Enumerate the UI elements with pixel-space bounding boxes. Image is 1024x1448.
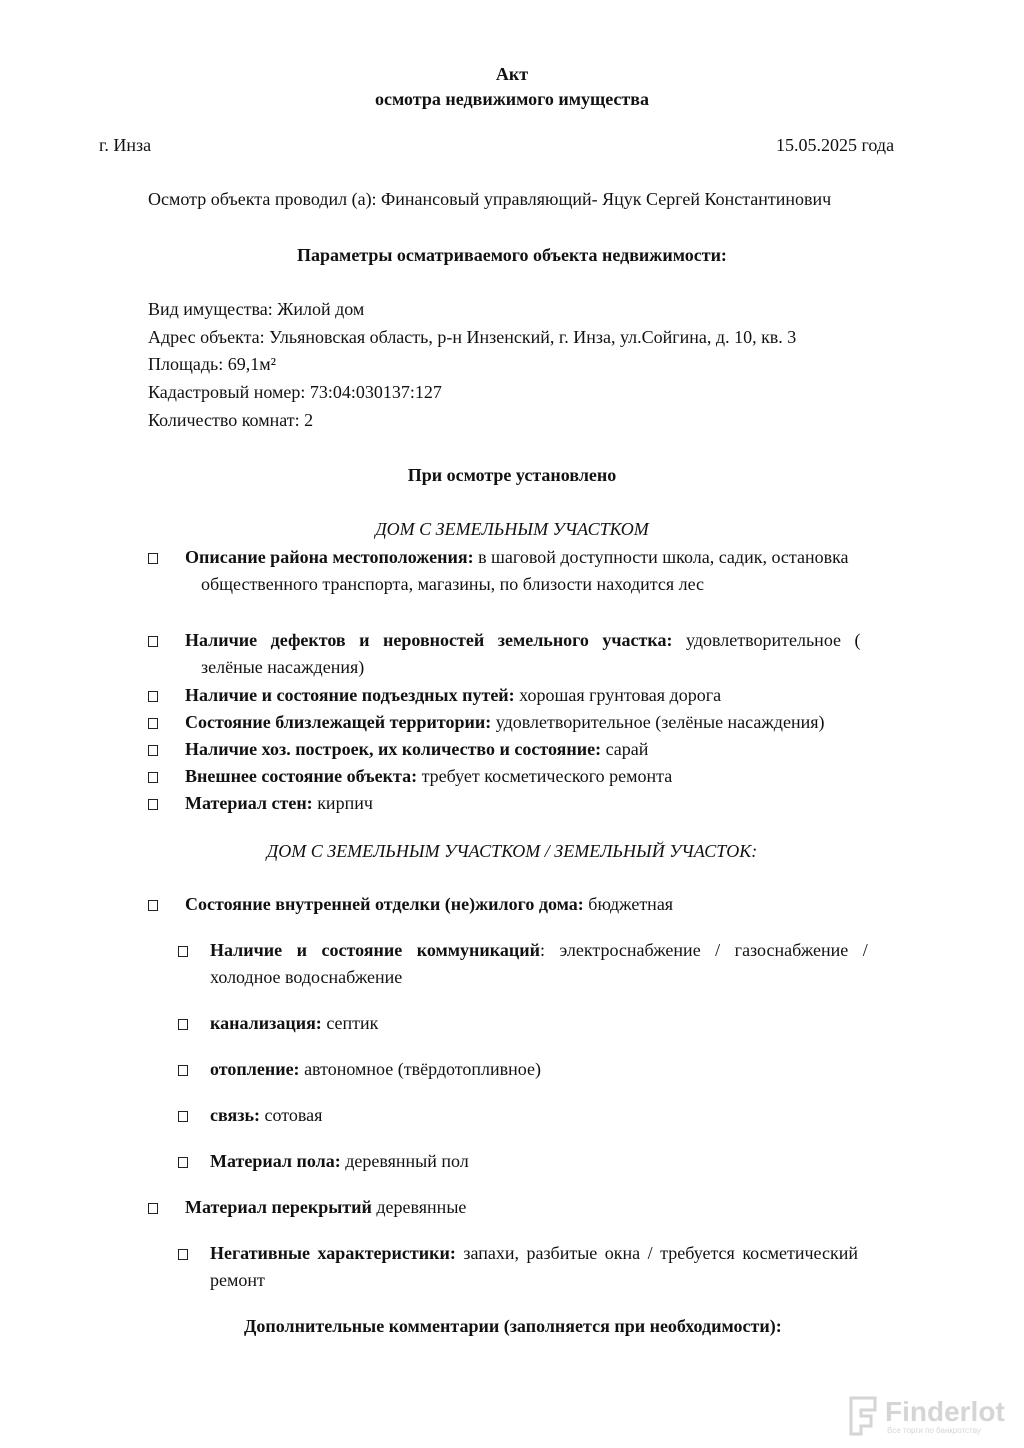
item-value: запахи, разбитые окна / требуется косметический	[463, 1243, 858, 1263]
property-address: Адрес объекта: Ульяновская область, р-н Инзенский, г. Инза, ул.Сойгина, д. 10, кв. 3	[148, 327, 797, 347]
checkbox[interactable]	[178, 1019, 188, 1030]
item-continuation: холодное водоснабжение	[210, 967, 403, 987]
item-continuation: общественного транспорта, магазины, по близости находится лес	[201, 574, 705, 594]
property-type: Вид имущества: Жилой дом	[148, 299, 365, 319]
section2-title: ДОМ С ЗЕМЕЛЬНЫМ УЧАСТКОМ / ЗЕМЕЛЬНЫЙ УЧАСТОК:	[266, 841, 758, 861]
room-count: Количество комнат: 2	[148, 410, 314, 430]
item-label: Материал перекрытий	[185, 1197, 372, 1217]
watermark-name: Finderlot	[885, 1396, 1005, 1427]
document-title: Акт	[495, 64, 529, 84]
inspector-line: Осмотр объекта проводил (а): Финансовый управляющий- Яцук Сергей Константинович	[148, 189, 832, 209]
item-continuation: зелёные насаждения)	[201, 657, 365, 677]
checkbox[interactable]	[148, 691, 158, 702]
item-label: канализация:	[210, 1013, 322, 1033]
finderlot-logo-icon	[845, 1394, 881, 1438]
params-heading: Параметры осматриваемого объекта недвижимости:	[297, 245, 727, 265]
item-value: в шаговой доступности школа, садик, остановка	[478, 547, 849, 567]
watermark-subtitle: Все торги по банкротству	[887, 1426, 981, 1435]
checkbox[interactable]	[148, 718, 158, 729]
item-label: Состояние близлежащей территории:	[185, 712, 492, 732]
watermark	[845, 1390, 1015, 1442]
checkbox[interactable]	[148, 772, 158, 783]
item-value: септик	[326, 1013, 379, 1033]
item-value: автономное (твёрдотопливное)	[304, 1059, 541, 1079]
checkbox[interactable]	[148, 799, 158, 810]
item-label: Материал стен:	[185, 793, 313, 813]
checkbox[interactable]	[148, 636, 158, 647]
item-value: деревянный пол	[345, 1151, 469, 1171]
cadastral-number: Кадастровый номер: 73:04:030137:127	[148, 382, 442, 402]
item-value: сотовая	[264, 1105, 323, 1125]
checkbox[interactable]	[178, 1111, 188, 1122]
item-value: удовлетворительное (зелёные насаждения)	[495, 712, 825, 732]
item-value: : электроснабжение / газоснабжение /	[540, 940, 868, 960]
document-subtitle: осмотра недвижимого имущества	[375, 89, 649, 109]
item-label: Наличие дефектов и неровностей земельного участка:	[185, 630, 673, 650]
checkbox[interactable]	[148, 745, 158, 756]
checkbox[interactable]	[178, 1065, 188, 1076]
item-label: Наличие и состояние подъездных путей:	[185, 685, 515, 705]
date: 15.05.2025 года	[776, 135, 895, 155]
findings-heading: При осмотре установлено	[407, 465, 617, 485]
checkbox[interactable]	[178, 1157, 188, 1168]
item-label: связь:	[210, 1105, 260, 1125]
item-label: Описание района местоположения:	[185, 547, 474, 567]
item-value: удовлетворительное (	[686, 630, 861, 650]
item-value: кирпич	[317, 793, 373, 813]
property-area: Площадь: 69,1м²	[148, 354, 276, 374]
item-label: Негативные характеристики:	[210, 1243, 456, 1263]
item-label: Состояние внутренней отделки (не)жилого дома:	[185, 894, 584, 914]
item-value: требует косметического ремонта	[421, 766, 673, 786]
checkbox[interactable]	[178, 946, 188, 957]
item-label: Наличие и состояние коммуникаций	[210, 940, 540, 960]
checkbox[interactable]	[178, 1249, 188, 1260]
city: г. Инза	[99, 135, 152, 155]
item-value: деревянные	[376, 1197, 467, 1217]
item-label: отопление:	[210, 1059, 300, 1079]
item-continuation: ремонт	[210, 1270, 265, 1290]
checkbox[interactable]	[148, 900, 158, 911]
item-label: Материал пола:	[210, 1151, 341, 1171]
item-value: бюджетная	[588, 894, 674, 914]
checkbox[interactable]	[148, 1203, 158, 1214]
section1-title: ДОМ С ЗЕМЕЛЬНЫМ УЧАСТКОМ	[375, 519, 649, 539]
item-label: Внешнее состояние объекта:	[185, 766, 418, 786]
comments-heading-text: Дополнительные комментарии (заполняется при необходимости):	[244, 1316, 782, 1336]
item-value: хорошая грунтовая дорога	[519, 685, 722, 705]
item-value: сарай	[605, 739, 649, 759]
item-label: Наличие хоз. построек, их количество и состояние:	[185, 739, 602, 759]
checkbox[interactable]	[148, 553, 158, 564]
